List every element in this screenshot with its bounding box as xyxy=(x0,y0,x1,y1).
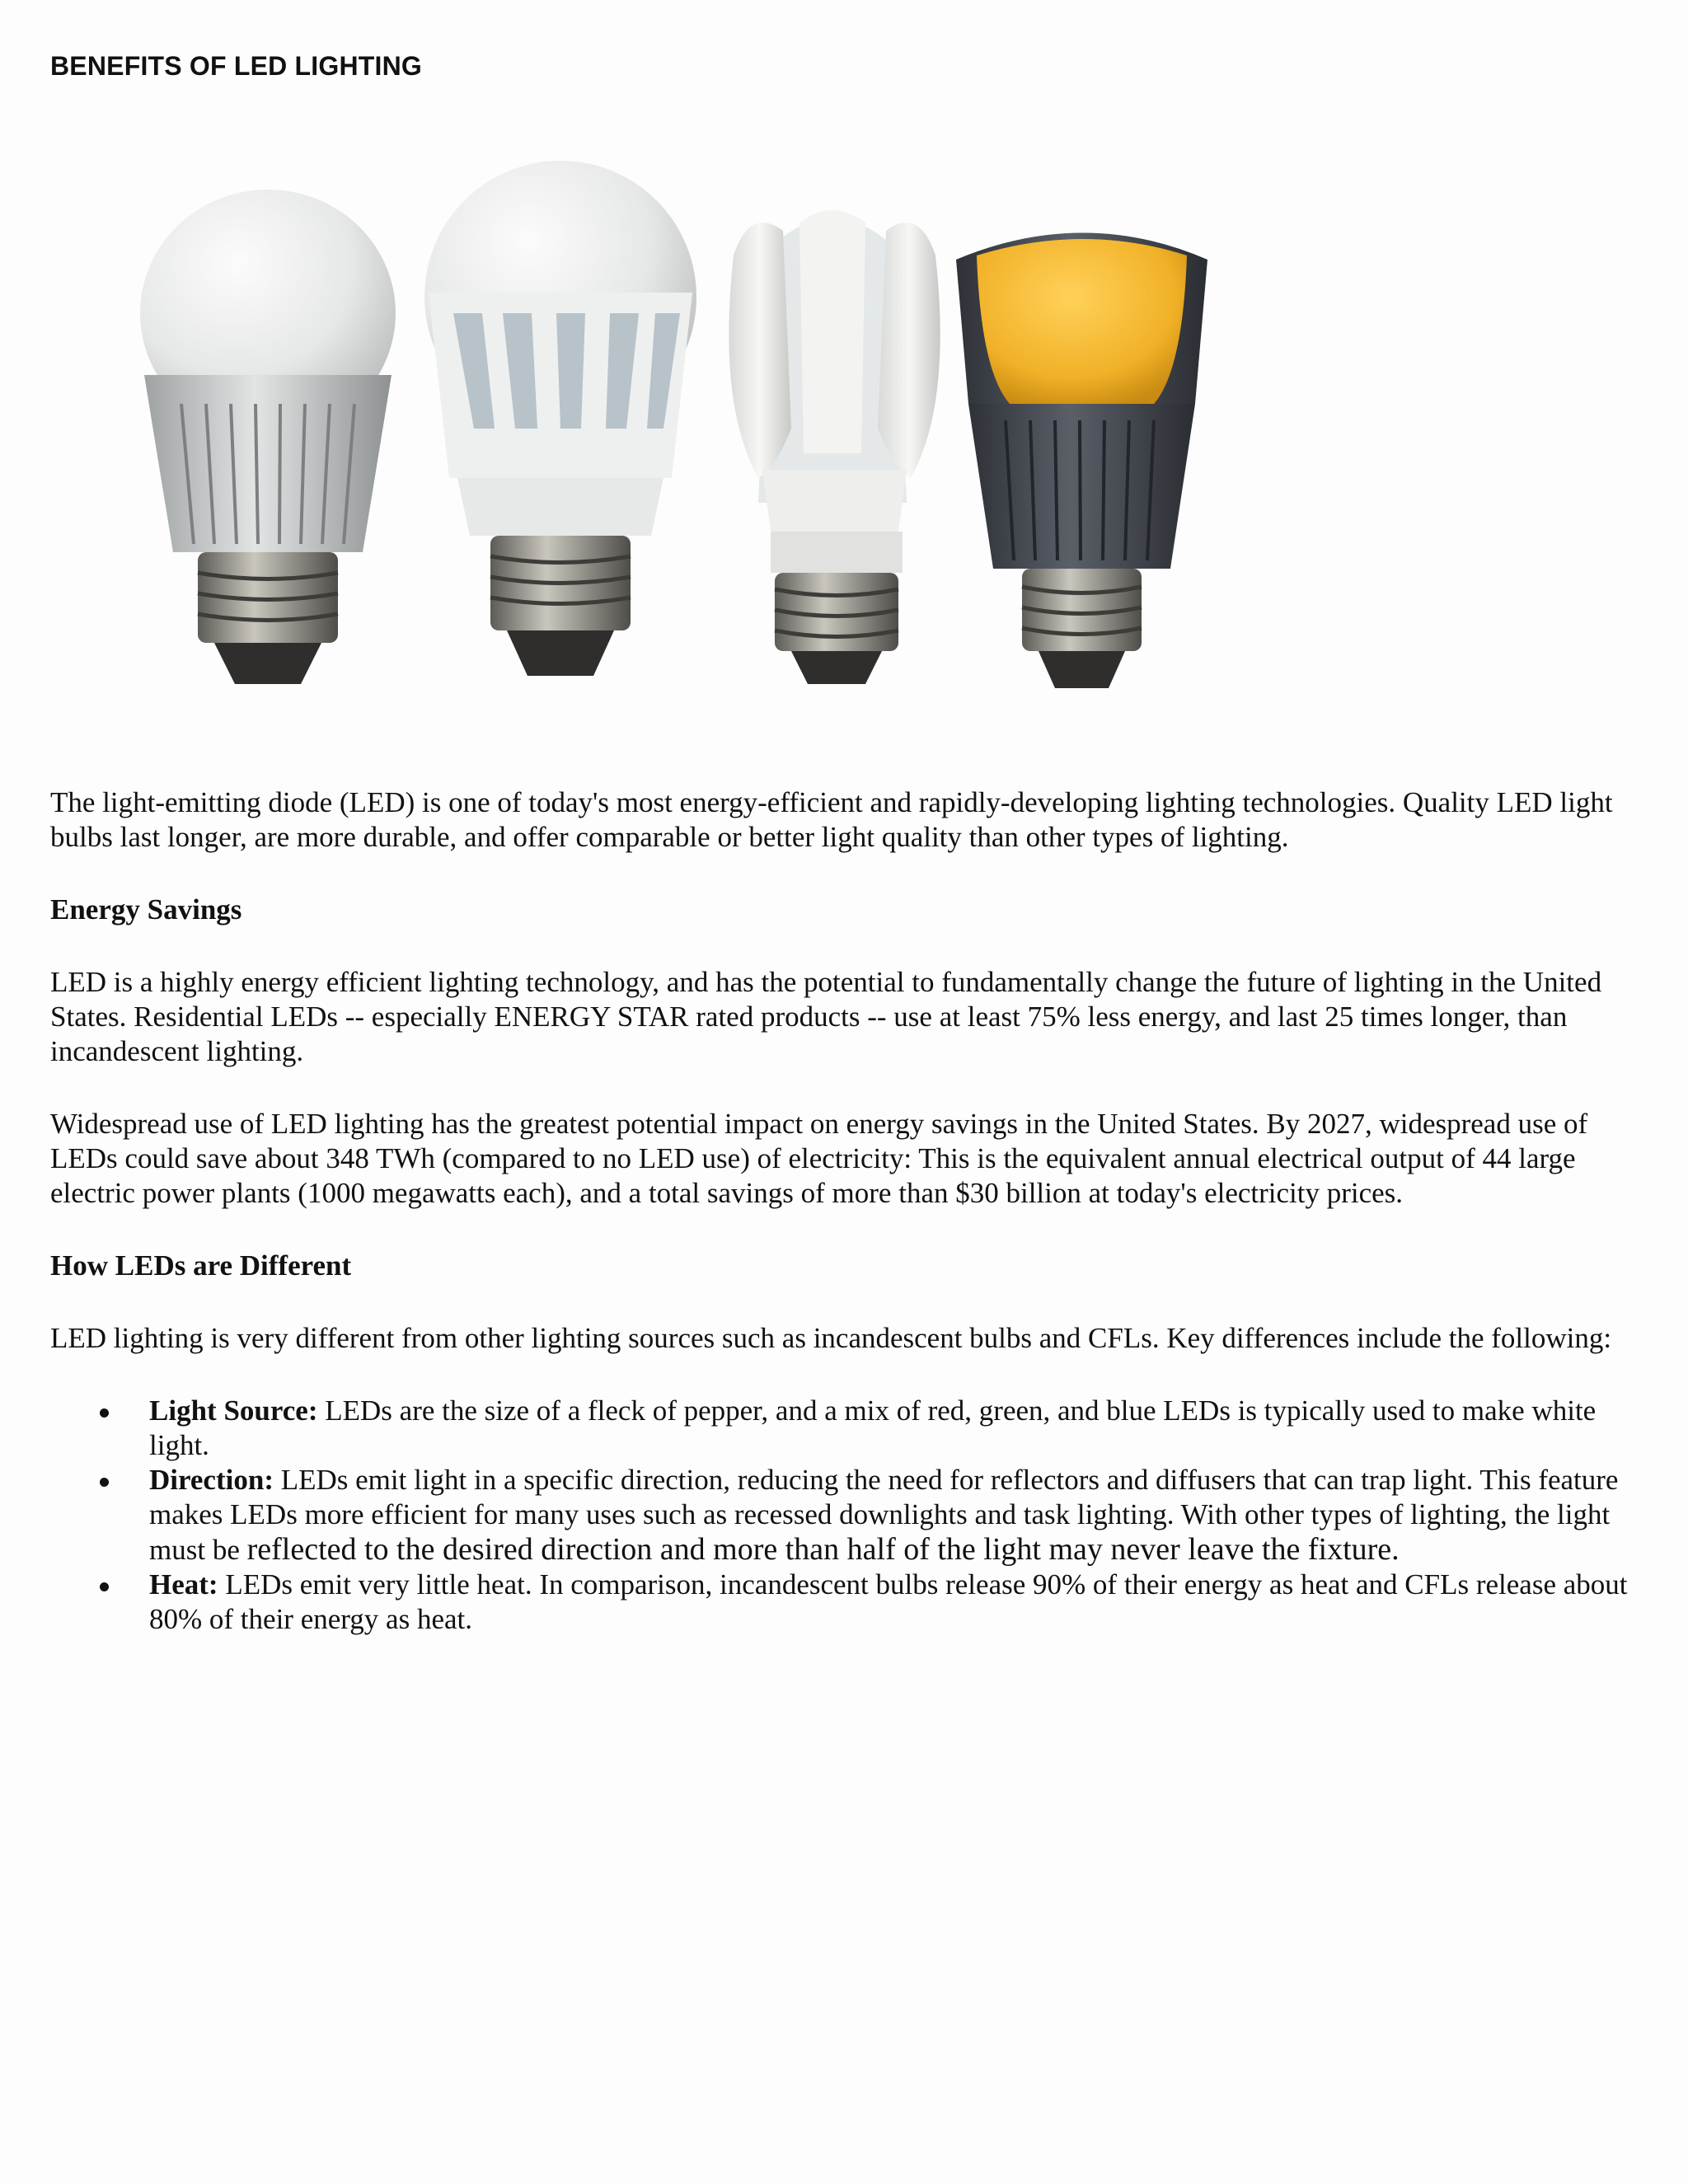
how-leds-differ-paragraph: LED lighting is very different from other lighting sources such as incandescent bulbs and CFLs. Key differences include the following: xyxy=(50,1322,1612,1354)
list-item-term: Heat: xyxy=(149,1568,218,1601)
differences-list xyxy=(50,1394,1649,1637)
list-item-text: LEDs emit very little heat. In comparison, incandescent bulbs release 90% of their energy as heat and CFLs release about 80% of their energy as heat. xyxy=(149,1568,1628,1635)
list-item xyxy=(50,1463,1649,1568)
list-item-text: LEDs emit light in a specific direction, reducing the need for reflectors and diffusers that can trap light. This feature makes LEDs more efficient for many uses such as recessed downlights and task lighting. With other types of lighting, the light must be xyxy=(149,1464,1619,1566)
list-item-term: Direction: xyxy=(149,1464,274,1496)
list-item-text: LEDs are the size of a fleck of pepper, and a mix of red, green, and blue LEDs is typically used to make white light. xyxy=(149,1394,1597,1461)
section-heading-how-leds-differ: How LEDs are Different xyxy=(50,1249,352,1282)
document-title: BENEFITS OF LED LIGHTING xyxy=(50,51,423,81)
bulb-2-icon xyxy=(424,161,696,676)
energy-savings-paragraph-2: Widespread use of LED lighting has the greatest potential impact on energy savings in the United States. By 2027, widespread use of LEDs could save about 348 TWh (compared to no LED use) of electricity: This is the equivalent annual electrical output of 44 large electric power plants (1000 megawatts each), and a total savings of more than $30 billion at today's electricity prices. xyxy=(50,1108,1588,1209)
energy-savings-paragraph-1: LED is a highly energy efficient lighting technology, and has the potential to fundamentally change the future of lighting in the United States. Residential LEDs -- especially ENERGY STAR rated products -- use at least 75% less energy, and last 25 times longer, than incandescent lighting. xyxy=(50,966,1602,1067)
bullet-icon xyxy=(100,1582,109,1591)
document-body xyxy=(50,785,1649,1637)
list-item xyxy=(50,1568,1649,1637)
section-heading-energy-savings: Energy Savings xyxy=(50,893,242,926)
bulb-1-icon xyxy=(140,190,396,684)
intro-paragraph: The light-emitting diode (LED) is one of today's most energy-efficient and rapidly-developing lighting technologies. Quality LED light bulbs last longer, are more durable, and offer comparable or better light quality than other types of lighting. xyxy=(50,786,1613,853)
bulb-4-icon xyxy=(956,233,1207,689)
list-item-term: Light Source: xyxy=(149,1394,318,1427)
bulb-3-icon xyxy=(729,210,940,684)
led-bulbs-photo xyxy=(66,157,1220,725)
bullet-icon xyxy=(100,1478,109,1487)
list-item-text-large: reflected to the desired direction and more than half of the light may never leave the fixture. xyxy=(246,1532,1400,1567)
list-item xyxy=(50,1394,1649,1463)
bullet-icon xyxy=(100,1408,109,1418)
